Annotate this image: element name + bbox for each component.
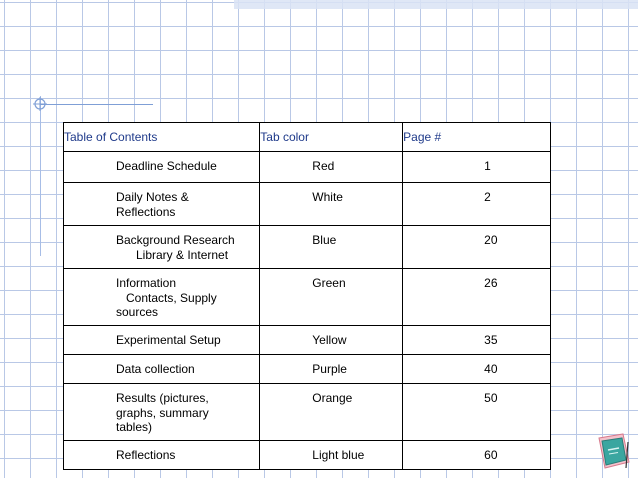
row-tab-color-cell (260, 355, 403, 384)
row-page-cell (403, 441, 551, 470)
row-tab-color: Yellow (312, 333, 347, 347)
row-page-cell (403, 326, 551, 355)
row-topic-line: sources (116, 305, 159, 319)
row-page-cell (403, 152, 551, 183)
row-tab-color-cell (260, 152, 403, 183)
row-topic-line: Experimental Setup (116, 333, 221, 347)
row-topic-line: Reflections (116, 204, 176, 219)
row-topic-line: Daily Notes & (116, 190, 189, 204)
row-topic-line: Background Research (116, 233, 235, 247)
row-tab-color: Orange (312, 391, 353, 405)
top-decorative-band (234, 0, 638, 9)
row-topic-line: tables) (116, 420, 153, 434)
row-page-number: 20 (484, 233, 498, 247)
header-page-number: Page # (403, 123, 551, 152)
row-topic-line: Deadline Schedule (116, 159, 217, 173)
row-topic-line: Data collection (116, 362, 195, 376)
table-row (64, 384, 551, 441)
row-topic-cell (64, 269, 260, 326)
row-topic-cell (64, 326, 260, 355)
row-page-cell (403, 269, 551, 326)
margin-horizontal-line (40, 104, 153, 105)
row-topic-line: Contacts, Supply (126, 290, 217, 305)
table-row (64, 269, 551, 326)
row-topic-cell (64, 183, 260, 226)
table-body (64, 152, 551, 470)
table-row (64, 441, 551, 470)
row-tab-color-cell (260, 326, 403, 355)
row-page-number: 2 (484, 190, 491, 204)
row-topic-cell (64, 441, 260, 470)
row-topic-cell (64, 384, 260, 441)
row-page-number: 60 (484, 448, 498, 462)
margin-vertical-line (40, 96, 41, 256)
row-topic-line: graphs, summary (116, 405, 209, 420)
row-topic-line: Library & Internet (136, 247, 229, 262)
row-tab-color-cell (260, 183, 403, 226)
row-topic-cell (64, 226, 260, 269)
table-row (64, 152, 551, 183)
table-row (64, 226, 551, 269)
row-tab-color: Light blue (312, 448, 365, 462)
row-tab-color: Blue (312, 233, 337, 247)
header-tab-color: Tab color (260, 123, 403, 152)
row-tab-color-cell (260, 441, 403, 470)
table-header-row (64, 123, 551, 152)
notebook-icon (593, 432, 633, 472)
row-page-cell (403, 183, 551, 226)
row-page-number: 50 (484, 391, 498, 405)
row-topic-cell (64, 355, 260, 384)
row-tab-color: Red (312, 159, 335, 173)
header-topic: Table of Contents (64, 123, 260, 152)
row-topic-line: Results (pictures, (116, 391, 209, 405)
row-tab-color-cell (260, 384, 403, 441)
row-page-cell (403, 384, 551, 441)
row-tab-color: Green (312, 276, 346, 290)
row-tab-color-cell (260, 226, 403, 269)
table-row (64, 326, 551, 355)
row-topic-line: Reflections (116, 448, 176, 462)
row-tab-color: Purple (312, 362, 347, 376)
row-page-number: 40 (484, 362, 498, 376)
row-page-number: 35 (484, 333, 498, 347)
row-page-cell (403, 226, 551, 269)
row-tab-color-cell (260, 269, 403, 326)
row-page-number: 26 (484, 276, 498, 290)
row-page-cell (403, 355, 551, 384)
row-topic-cell (64, 152, 260, 183)
row-page-number: 1 (484, 159, 491, 173)
row-tab-color: White (312, 190, 343, 204)
table-row (64, 183, 551, 226)
table-row (64, 355, 551, 384)
margin-crosshair-icon (33, 97, 47, 111)
row-topic-line: Information (116, 276, 177, 290)
table-of-contents (63, 122, 551, 470)
